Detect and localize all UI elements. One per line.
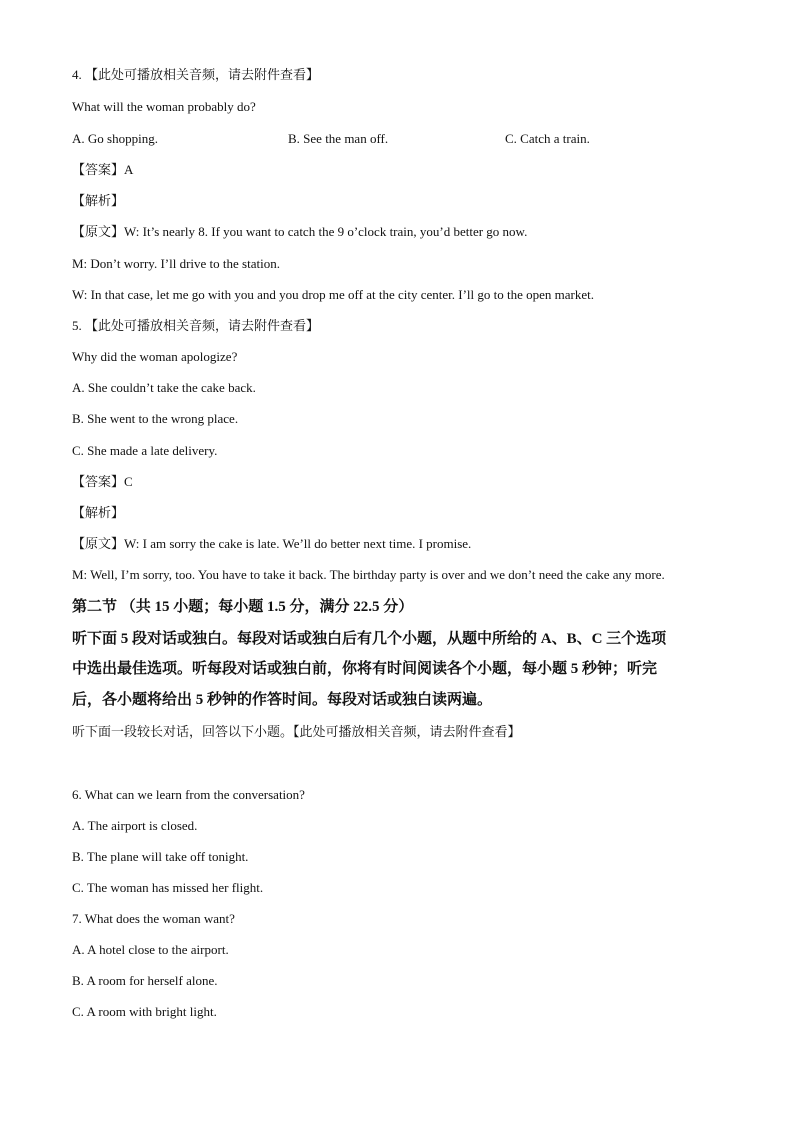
q7-option-a: A. A hotel close to the airport. <box>72 942 229 957</box>
section2-title: 第二节 （共 15 小题；每小题 1.5 分，满分 22.5 分） <box>72 599 414 615</box>
q4-option-a: A. Go shopping. <box>72 131 158 146</box>
q7-option-b: B. A room for herself alone. <box>72 973 218 988</box>
q5-analysis: 【解析】 <box>72 505 125 520</box>
q6-option-a: A. The airport is closed. <box>72 818 198 833</box>
q5-transcript-line: M: Well, I’m sorry, too. You have to take it back. The birthday party is over and we don’t need the cake any more. <box>72 567 665 582</box>
section2-instruction-line: 后，各小题将给出 5 秒钟的作答时间。每段对话或独白读两遍。 <box>72 692 493 708</box>
q4-transcript-line: W: In that case, let me go with you and you drop me off at the city center. I’ll go to the open market. <box>72 287 595 302</box>
section2-instruction-line: 听下面 5 段对话或独白。每段对话或独白后有几个小题，从题中所给的 A、B、C 三个选项 <box>72 631 667 647</box>
q6-question: 6. What can we learn from the conversation? <box>72 787 305 802</box>
q5-answer: 【答案】C <box>72 474 133 489</box>
q5-heading: 5. 【此处可播放相关音频，请去附件查看】 <box>72 318 320 333</box>
q6-option-c: C. The woman has missed her flight. <box>72 880 264 895</box>
q5-option-b: B. She went to the wrong place. <box>72 411 239 426</box>
q4-transcript-line: M: Don’t worry. I’ll drive to the station. <box>72 256 280 271</box>
q4-option-b: B. See the man off. <box>288 131 389 146</box>
q4-option-c: C. Catch a train. <box>505 131 590 146</box>
q5-question: Why did the woman apologize? <box>72 349 238 364</box>
q4-heading: 4. 【此处可播放相关音频，请去附件查看】 <box>72 67 320 82</box>
q6-option-b: B. The plane will take off tonight. <box>72 849 249 864</box>
q7-option-c: C. A room with bright light. <box>72 1004 217 1019</box>
q5-option-a: A. She couldn’t take the cake back. <box>72 380 256 395</box>
q4-answer: 【答案】A <box>72 162 134 177</box>
section2-prompt: 听下面一段较长对话，回答以下小题。【此处可播放相关音频，请去附件查看】 <box>72 724 521 739</box>
q5-option-c: C. She made a late delivery. <box>72 443 218 458</box>
section2-instruction-line: 中选出最佳选项。听每段对话或独白前，你将有时间阅读各个小题，每小题 5 秒钟；听完 <box>72 661 658 677</box>
q5-transcript-line: 【原文】W: I am sorry the cake is late. We’ll do better next time. I promise. <box>72 536 472 551</box>
q4-analysis: 【解析】 <box>72 193 125 208</box>
q4-question: What will the woman probably do? <box>72 99 256 114</box>
q4-transcript-line: 【原文】W: It’s nearly 8. If you want to catch the 9 o’clock train, you’d better go now. <box>72 224 528 239</box>
q7-question: 7. What does the woman want? <box>72 911 235 926</box>
